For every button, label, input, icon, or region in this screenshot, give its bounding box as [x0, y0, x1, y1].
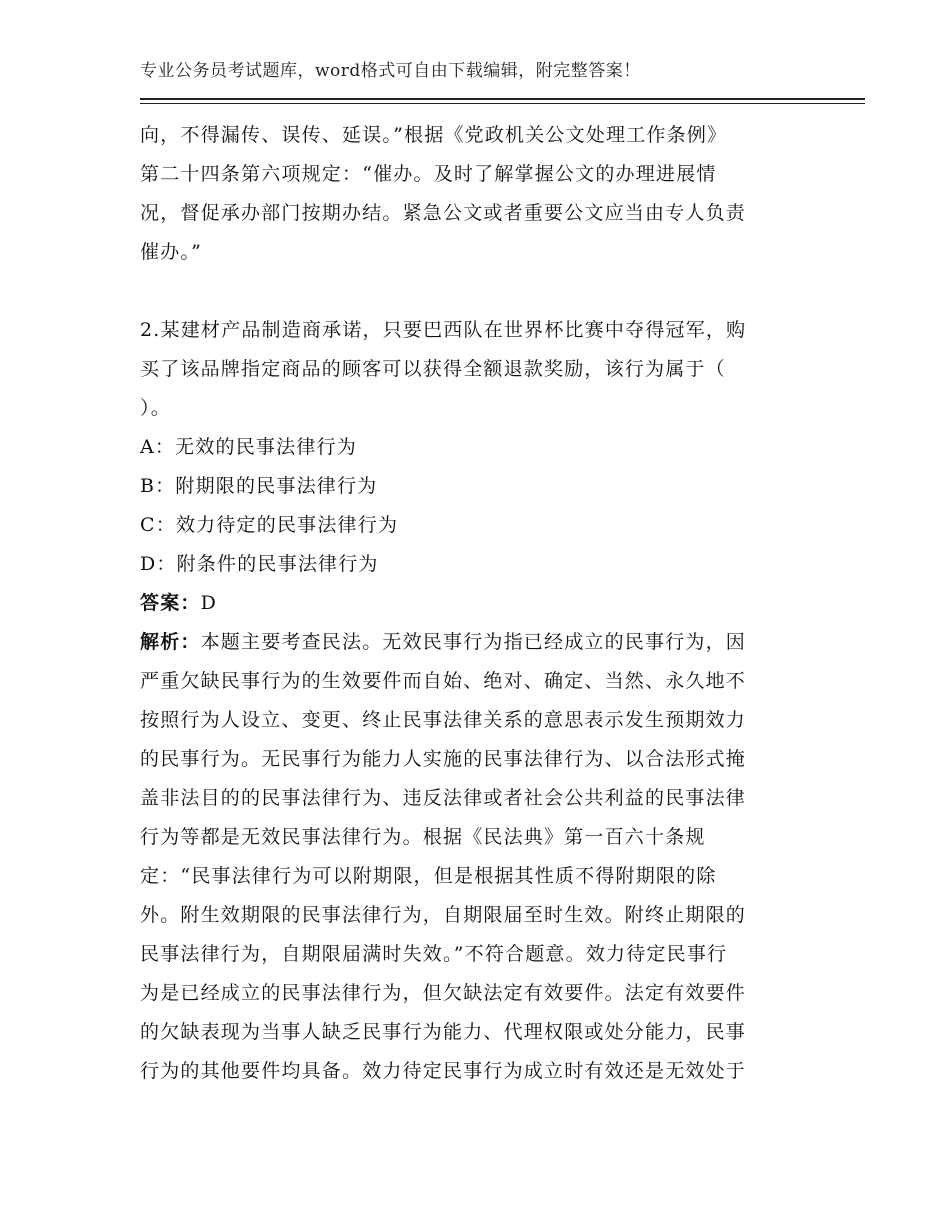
- answer-line: [140, 584, 800, 623]
- text-line: ）。: [140, 397, 171, 419]
- text-line: 催办。”: [140, 241, 203, 263]
- text-line: 买了该品牌指定商品的顾客可以获得全额退款奖励，该行为属于（: [140, 358, 726, 380]
- answer-label: 答案：: [140, 592, 201, 614]
- text-line: 按照行为人设立、变更、终止民事法律关系的意思表示发生预期效力: [140, 709, 747, 731]
- page-header: 专业公务员考试题库，word格式可自由下载编辑，附完整答案！: [140, 61, 641, 81]
- option-b: B：附期限的民事法律行为: [140, 475, 378, 497]
- text-line: 外。附生效期限的民事法律行为，自期限届至时生效。附终止期限的: [140, 904, 747, 926]
- text-line: 定：“民事法律行为可以附期限，但是根据其性质不得附期限的除: [140, 865, 717, 887]
- text-line: 行为等都是无效民事法律行为。根据《民法典》第一百六十条规: [140, 826, 706, 848]
- text-line: 行为的其他要件均具备。效力待定民事行为成立时有效还是无效处于: [140, 1060, 747, 1082]
- text-line: 况，督促承办部门按期办结。紧急公文或者重要公文应当由专人负责: [140, 202, 747, 224]
- option-c: C：效力待定的民事法律行为: [140, 514, 399, 536]
- text-line: 第二十四条第六项规定：“催办。及时了解掌握公文的办理进展情: [140, 163, 717, 185]
- text-line: 为是已经成立的民事法律行为，但欠缺法定有效要件。法定有效要件: [140, 982, 747, 1004]
- answer-value: D: [200, 592, 218, 614]
- option-d: D：附条件的民事法律行为: [140, 553, 379, 575]
- header-rule-thin: [140, 103, 865, 104]
- analysis-paragraph: [140, 623, 800, 1091]
- option-a: A：无效的民事法律行为: [140, 436, 357, 458]
- text-line: 2.某建材产品制造商承诺，只要巴西队在世界杯比赛中夺得冠军，购: [140, 319, 747, 341]
- text-line: 严重欠缺民事行为的生效要件而自始、绝对、确定、当然、永久地不: [140, 670, 747, 692]
- text-line: 向，不得漏传、误传、延误。”根据《党政机关公文处理工作条例》: [140, 124, 728, 146]
- analysis-first-text: 本题主要考查民法。无效民事行为指已经成立的民事行为，因: [200, 631, 747, 653]
- paragraph-gap: [140, 272, 800, 311]
- analysis-first-line: [140, 623, 800, 662]
- continuation-paragraph: [140, 116, 800, 272]
- question-stem: [140, 311, 800, 428]
- text-line: 民事法律行为，自期限届满时失效。”不符合题意。效力待定民事行: [140, 943, 728, 965]
- text-line: 的欠缺表现为当事人缺乏民事行为能力、代理权限或处分能力，民事: [140, 1021, 747, 1043]
- text-line: 盖非法目的的民事法律行为、违反法律或者社会公共利益的民事法律: [140, 787, 747, 809]
- text-line: 的民事行为。无民事行为能力人实施的民事法律行为、以合法形式掩: [140, 748, 747, 770]
- question-options: [140, 428, 800, 584]
- document-body: [140, 116, 800, 1091]
- header-rule-thick: [140, 98, 865, 100]
- analysis-label: 解析：: [140, 631, 201, 653]
